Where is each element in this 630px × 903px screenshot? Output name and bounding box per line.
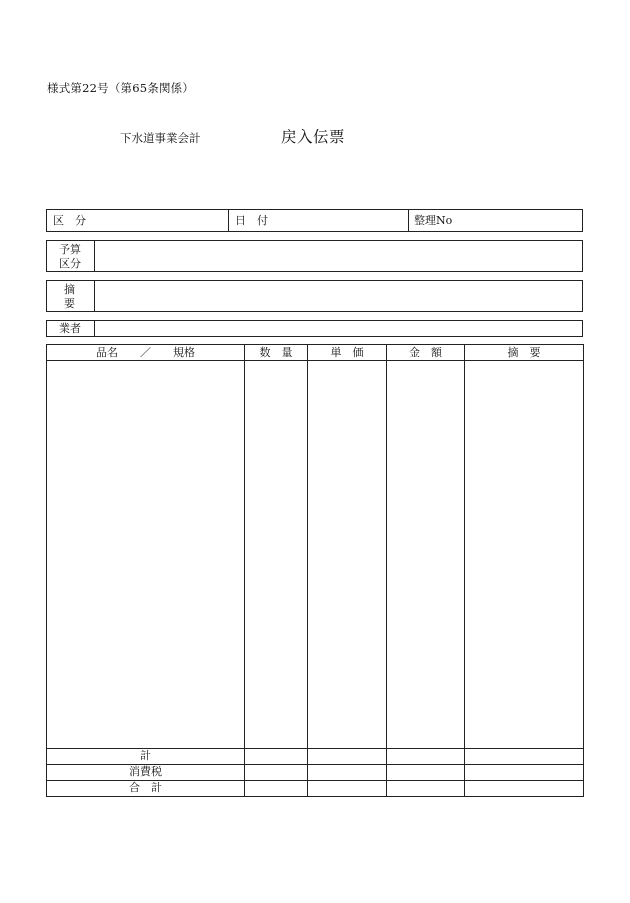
page-title: 戻入伝票: [281, 128, 346, 146]
top-info-row: [46, 209, 583, 232]
col-header-quantity: 数 量: [245, 345, 308, 361]
divider: [228, 210, 229, 231]
col-header-remarks: 摘 要: [465, 345, 584, 361]
subtotal-amount[interactable]: [387, 748, 465, 764]
table-header-row: [47, 345, 584, 361]
summary-field[interactable]: [95, 281, 582, 311]
vendor-label: 業者: [59, 322, 81, 335]
total-quantity[interactable]: [245, 780, 308, 796]
quantity-cell[interactable]: [245, 361, 308, 749]
budget-row: [46, 240, 583, 272]
col-header-item: 品名 ／ 規格: [47, 345, 245, 361]
subtotal-quantity[interactable]: [245, 748, 308, 764]
budget-label-2: 区分: [59, 257, 81, 270]
summary-row: [46, 280, 583, 312]
account-name: 下水道事業会計: [120, 131, 201, 145]
budget-field[interactable]: [95, 241, 582, 271]
date-field[interactable]: [277, 210, 407, 231]
tax-remarks[interactable]: [465, 764, 584, 780]
subtotal-row: [47, 748, 584, 764]
items-table: [46, 344, 584, 797]
summary-label-2: 要: [64, 297, 75, 310]
summary-label-1: 摘: [64, 283, 75, 296]
tax-row: [47, 764, 584, 780]
unit-price-cell[interactable]: [308, 361, 387, 749]
ref-no-field[interactable]: [457, 210, 582, 231]
table-body-row: [47, 361, 584, 749]
tax-unit-price[interactable]: [308, 764, 387, 780]
tax-quantity[interactable]: [245, 764, 308, 780]
date-label: 日 付: [235, 214, 268, 227]
total-remarks[interactable]: [465, 780, 584, 796]
form-number: 様式第22号（第65条関係）: [47, 81, 195, 95]
vendor-field[interactable]: [95, 321, 582, 336]
category-label: 区 分: [53, 214, 86, 227]
category-field[interactable]: [107, 210, 227, 231]
item-cell[interactable]: [47, 361, 245, 749]
total-label: 合 計: [47, 780, 245, 796]
subtotal-remarks[interactable]: [465, 748, 584, 764]
col-header-amount: 金 額: [387, 345, 465, 361]
subtotal-label: 計: [47, 748, 245, 764]
divider: [408, 210, 409, 231]
total-amount[interactable]: [387, 780, 465, 796]
total-unit-price[interactable]: [308, 780, 387, 796]
ref-no-label: 整理No: [414, 214, 453, 227]
amount-cell[interactable]: [387, 361, 465, 749]
subtotal-unit-price[interactable]: [308, 748, 387, 764]
budget-label-1: 予算: [59, 243, 81, 256]
tax-label: 消費税: [47, 764, 245, 780]
col-header-unit-price: 単 価: [308, 345, 387, 361]
remarks-cell[interactable]: [465, 361, 584, 749]
total-row: [47, 780, 584, 796]
tax-amount[interactable]: [387, 764, 465, 780]
vendor-row: [46, 320, 583, 337]
